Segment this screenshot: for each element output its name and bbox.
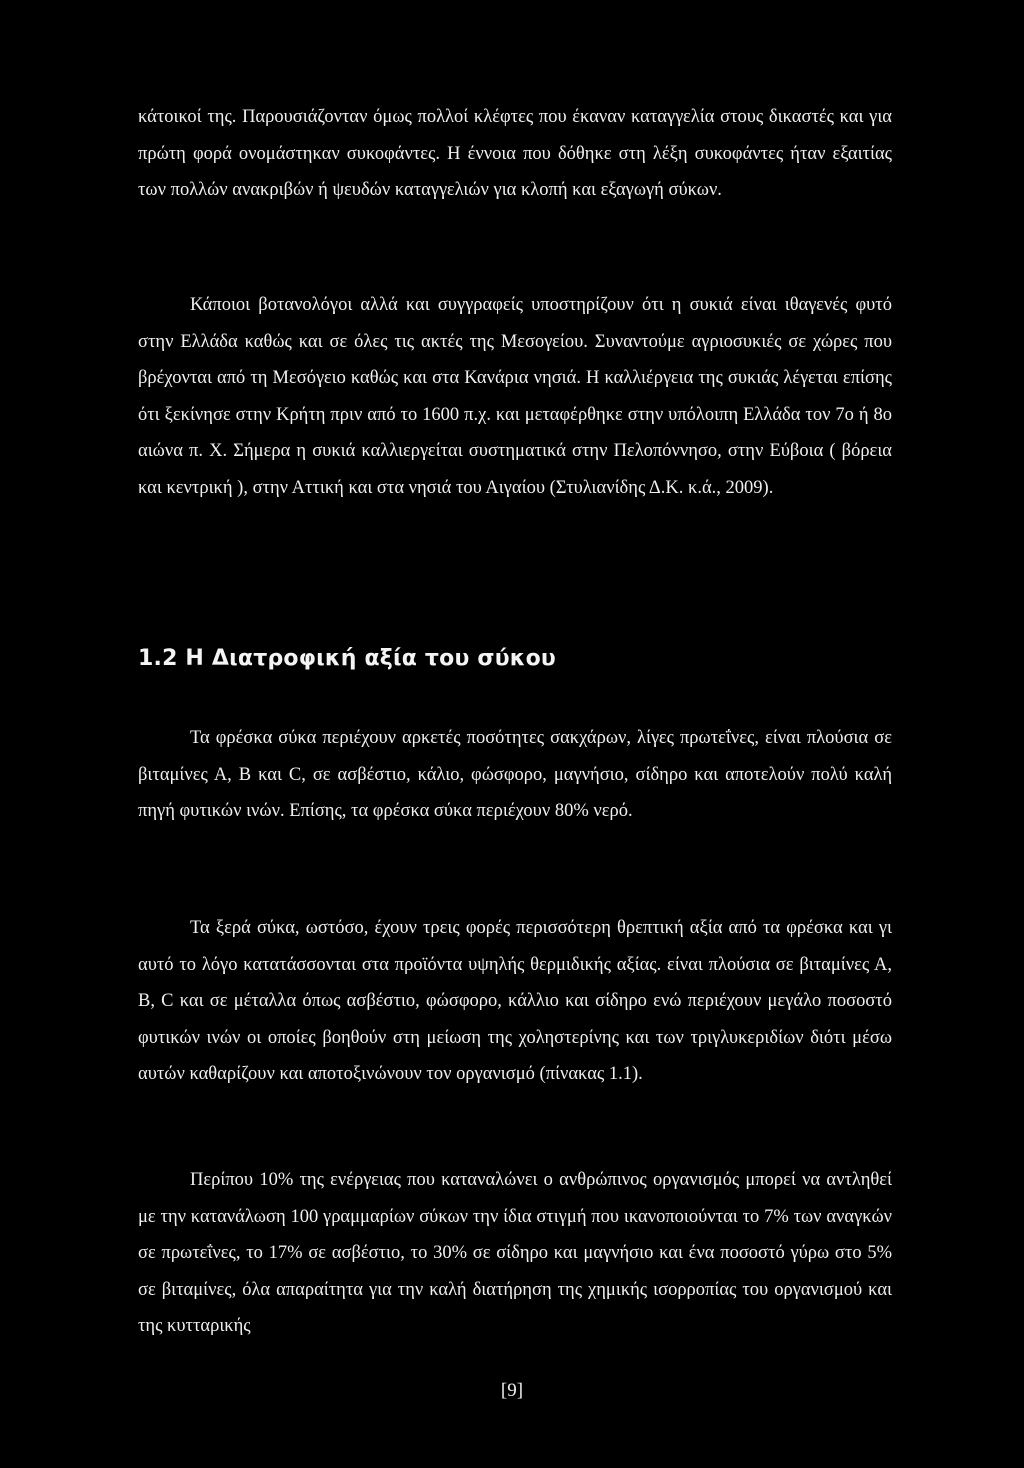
paragraph-dried-figs: Τα ξερά σύκα, ωστόσο, έχουν τρεις φορές περισσότερη θρεπτική αξία από τα φρέσκα και γι αυτό το λόγο κατατάσσονται στα προϊόντα υψηλής θερμιδικής αξίας. είναι πλούσια σε βιταμίνες Α, Β, C και σε μέταλλα όπως ασβέστιο, φώσφορο, κάλλιο και σίδηρο ενώ περιέχουν μεγάλο ποσοστό φυτικών ινών οι οποίες βοηθούν στη μείωση της χοληστερίνης και των τριγλυκεριδίων διότι μέσω αυτών καθαρίζουν και αποτοξινώνουν τον οργανισμό (πίνακας 1.1). — [138, 918, 892, 1084]
section-heading: 1.2 Η Διατροφική αξία του σύκου — [138, 646, 556, 671]
paragraph-fig-accusers: κάτοικοί της. Παρουσιάζονταν όμως πολλοί κλέφτες που έκαναν καταγγελία στους δικαστές και για πρώτη φορά ονομάστηκαν συκοφάντες. Η έννοια που δόθηκε στη λέξη συκοφάντες ήταν εξαιτίας των πολλών ανακριβών ή ψευδών καταγγελιών για κλοπή και εξαγωγή σύκων. — [138, 107, 892, 200]
paragraph-fresh-figs: Τα φρέσκα σύκα περιέχουν αρκετές ποσότητες σακχάρων, λίγες πρωτεΐνες, είναι πλούσια σε βιταμίνες Α, Β και C, σε ασβέστιο, κάλιο, φώσφορο, μαγνήσιο, σίδηρο και αποτελούν πολύ καλή πηγή φυτικών ινών. Επίσης, τα φρέσκα σύκα περιέχουν 80% νερό. — [138, 728, 892, 821]
page-number: [9] — [500, 1380, 524, 1401]
paragraph-energy-intake: Περίπου 10% της ενέργειας που καταναλώνει ο ανθρώπινος οργανισμός μπορεί να αντληθεί με την κατανάλωση 100 γραμμαρίων σύκων την ίδια στιγμή που ικανοποιούνται το 7% των αναγκών σε πρωτεΐνες, το 17% σε ασβέστιο, το 30% σε σίδηρο και μαγνήσιο και ένα ποσοστό γύρω στο 5% σε βιταμίνες, όλα απαραίτητα για την καλή διατήρηση της χημικής ισορροπίας του οργανισμού και της κυτταρικής — [138, 1170, 892, 1336]
paragraph-fig-origin: Κάποιοι βοτανολόγοι αλλά και συγγραφείς υποστηρίζουν ότι η συκιά είναι ιθαγενές φυτό στην Ελλάδα καθώς και σε όλες τις ακτές της Μεσογείου. Συναντούμε αγριοσυκιές σε χώρες που βρέχονται από τη Μεσόγειο καθώς και στα Κανάρια νησιά. Η καλλιέργεια της συκιάς λέγεται επίσης ότι ξεκίνησε στην Κρήτη πριν από το 1600 π.χ. και μεταφέρθηκε στην υπόλοιπη Ελλάδα τον 7ο ή 8ο αιώνα π. Χ. Σήμερα η συκιά καλλιεργείται συστηματικά στην Πελοπόννησο, στην Εύβοια ( βόρεια και κεντρική ), στην Αττική και στα νησιά του Αιγαίου (Στυλιανίδης Δ.Κ. κ.ά., 2009). — [138, 295, 892, 498]
